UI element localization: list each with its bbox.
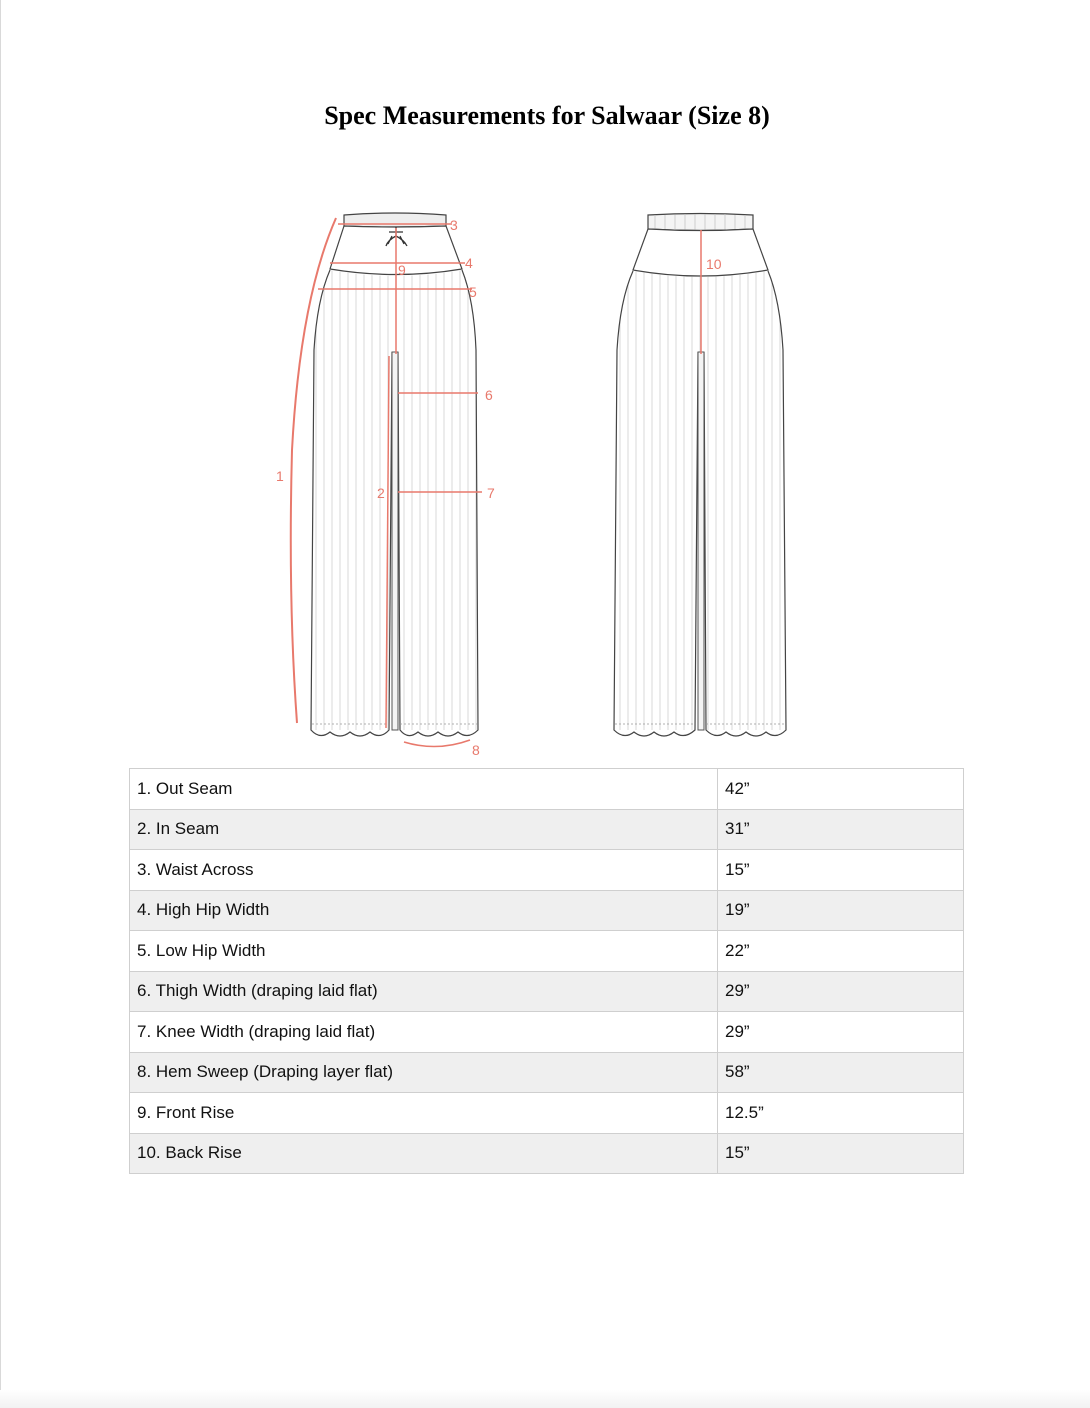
measurement-label: 4. High Hip Width	[130, 890, 718, 931]
back-view-sketch	[614, 214, 786, 737]
callout-8: 8	[472, 742, 480, 758]
table-row	[130, 971, 964, 1012]
back-waistband	[648, 214, 753, 231]
front-view-sketch	[311, 213, 478, 736]
measurement-label: 9. Front Rise	[130, 1093, 718, 1134]
table-row	[130, 1133, 964, 1174]
measurement-label: 5. Low Hip Width	[130, 931, 718, 972]
measurement-value: 58”	[718, 1052, 964, 1093]
measurement-label: 2. In Seam	[130, 809, 718, 850]
measurement-label: 8. Hem Sweep (Draping layer flat)	[130, 1052, 718, 1093]
table-row	[130, 1052, 964, 1093]
callout-3: 3	[450, 217, 458, 233]
callout-5: 5	[469, 284, 477, 300]
measurement-value: 15”	[718, 850, 964, 891]
callout-1: 1	[276, 468, 284, 484]
measurement-value: 19”	[718, 890, 964, 931]
table-row	[130, 931, 964, 972]
callout-6: 6	[485, 387, 493, 403]
measurement-value: 29”	[718, 971, 964, 1012]
measurement-value: 29”	[718, 1012, 964, 1053]
table-row	[130, 1093, 964, 1134]
page-title: Spec Measurements for Salwaar (Size 8)	[324, 101, 770, 131]
page-bottom-shadow	[0, 1390, 1090, 1408]
measurement-label: 6. Thigh Width (draping laid flat)	[130, 971, 718, 1012]
measurement-value: 15”	[718, 1133, 964, 1174]
table-row	[130, 890, 964, 931]
measurement-value: 31”	[718, 809, 964, 850]
table-row	[130, 809, 964, 850]
front-waistband	[344, 213, 446, 227]
measurement-value: 12.5”	[718, 1093, 964, 1134]
measurement-value: 42”	[718, 769, 964, 810]
callout-2: 2	[377, 485, 385, 501]
table-row	[130, 769, 964, 810]
table-row	[130, 850, 964, 891]
measurement-value: 22”	[718, 931, 964, 972]
measurement-label: 7. Knee Width (draping laid flat)	[130, 1012, 718, 1053]
spec-table	[129, 768, 964, 1174]
measurement-label: 3. Waist Across	[130, 850, 718, 891]
hem-sweep-line	[404, 740, 470, 747]
measurement-label: 10. Back Rise	[130, 1133, 718, 1174]
callout-4: 4	[465, 255, 473, 271]
table-row	[130, 1012, 964, 1053]
callout-10: 10	[706, 256, 722, 272]
measurement-label: 1. Out Seam	[130, 769, 718, 810]
callout-7: 7	[487, 485, 495, 501]
callout-9: 9	[398, 262, 406, 278]
